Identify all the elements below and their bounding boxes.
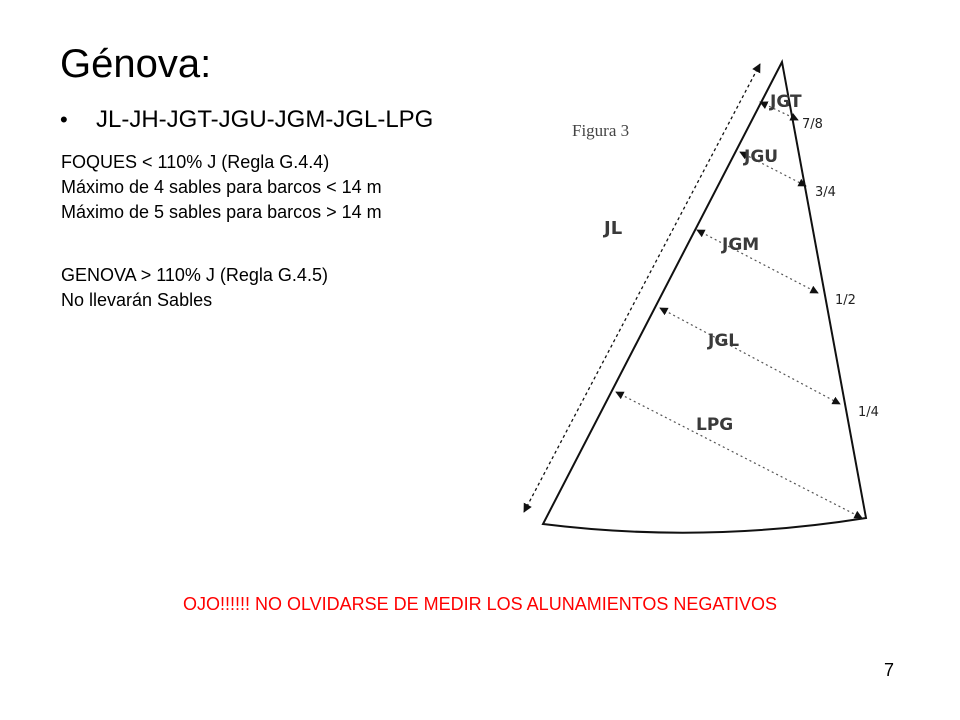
figure-caption: Figura 3 bbox=[572, 121, 630, 140]
rule-line: Máximo de 4 sables para barcos < 14 m bbox=[61, 177, 382, 197]
slide-title: Génova: bbox=[60, 42, 212, 86]
jgl-label: JGL bbox=[708, 331, 740, 351]
page-number: 7 bbox=[884, 660, 895, 680]
jgu-fraction: 3/4 bbox=[815, 185, 836, 200]
warning-note: OJO!!!!!! NO OLVIDARSE DE MEDIR LOS ALUNAMIENTOS NEGATIVOS bbox=[182, 594, 778, 614]
lpg-arrow bbox=[616, 392, 862, 518]
rule-line: No llevarán Sables bbox=[61, 290, 213, 310]
jgm-label: JGM bbox=[722, 235, 760, 255]
bullet-dot-icon: • bbox=[60, 107, 68, 132]
jgl-fraction: 1/4 bbox=[858, 405, 879, 420]
jgt-label: JGT bbox=[770, 92, 802, 112]
luff-length-arrow bbox=[524, 64, 760, 512]
lpg-label: LPG bbox=[696, 415, 734, 435]
jgl-arrow bbox=[660, 308, 840, 404]
jgu-label: JGU bbox=[744, 147, 779, 167]
luff-label: JL bbox=[604, 218, 623, 239]
jgm-fraction: 1/2 bbox=[835, 293, 856, 308]
jgt-fraction: 7/8 bbox=[802, 117, 823, 132]
rule-line: Máximo de 5 sables para barcos > 14 m bbox=[61, 202, 382, 222]
rule-line: GENOVA > 110% J (Regla G.4.5) bbox=[61, 265, 328, 285]
bullet-text: JL-JH-JGT-JGU-JGM-JGL-LPG bbox=[96, 106, 434, 133]
rule-line: FOQUES < 110% J (Regla G.4.4) bbox=[61, 152, 330, 172]
